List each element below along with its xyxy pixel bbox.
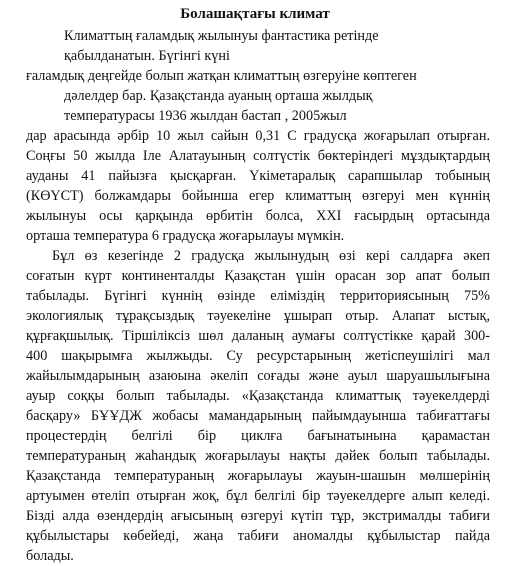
text-line: температурасы 1936 жылдан бастап , 2005жыл [64, 108, 347, 124]
text-line: Климаттың ғаламдық жылынуы фантастика ретінде [64, 28, 379, 44]
text-line: қабылданатын. Бүгінгі күні [64, 48, 230, 64]
text-line: жайылымдарының азаюына әкеліп соғады және ауыл шаруашылығына [26, 368, 490, 384]
text-line: Соңғы 50 жылда Іле Алатауының солтүстік бөктеріндегі мұздықтардың [26, 148, 490, 164]
text-line: процестердің белгілі бір циклға бағынатынына қарамастан [26, 428, 490, 444]
text-line: ауыр соққы болып табылады. «Қазақстанда климаттық тәуекелдерді [26, 388, 490, 404]
text-line: соғатын күрт континенталды Қазақстан үшін орасан зор апат болып [26, 268, 490, 284]
text-line: температураның жаһандық жоғарылауы нақты дәйек болып табылады. [26, 448, 490, 464]
text-line: экологиялық тұрақсыздық тәуекеліне ұшырап отыр. Алапат ыстық, [26, 308, 490, 324]
text-line: болады. [26, 548, 74, 564]
text-line: ғаламдық деңгейде болып жатқан климаттың өзгеруіне көптеген [26, 68, 417, 84]
text-line: дәлелдер бар. Қазақстанда ауаның орташа жылдық [64, 88, 373, 104]
text-line: дар арасында әрбір 10 жыл сайын 0,31 С градусқа жоғарылап отырған. [26, 128, 490, 144]
text-line: 400 шақырымға жылжыды. Су ресурстарының жетіспеушілігі мал [26, 348, 490, 364]
text-line: ауданы 41 пайызға қысқарған. Үкіметаралық сарапшылар тобының [26, 168, 490, 184]
text-line: (КӨҮСТ) болжамдары бойынша егер климаттың өзгеруі мен күннің [26, 188, 490, 204]
text-line: басқару» БҰҰДЖ жобасы мамандарының пайымдауынша табиғаттағы [26, 408, 490, 424]
document-title: Болашақтағы климат [180, 6, 330, 22]
text-line: орташа температура 6 градусқа жоғарылауы мүмкін. [26, 228, 345, 244]
text-line: жылынуы осы қарқында өрбитін болса, XXI ғасырдың ортасында [26, 208, 490, 224]
text-line: Қазақстанда температураның жоғарылауы жауын-шашын мөлшерінің [26, 468, 490, 484]
text-line: құрғақшылық. Тіршіліксіз шөл даланың аумағы солтүстікке қарай 300- [26, 328, 490, 344]
text-line: Бізді алда өзендердің ағысының өзгеруі күтіп тұр, экстрималды табиғи [26, 508, 490, 524]
text-line: артуымен өтеліп отырған жоқ, бұл белгілі бір тәуекелдерге алып келеді. [26, 488, 490, 504]
text-line: құбылыстары көбейеді, жаңа табиғи аномалды құбылыстар пайда [26, 528, 490, 544]
text-line: табылады. Бүгінгі күннің өзінде еліміздің территориясының 75% [26, 288, 490, 304]
text-line: Бұл өз кезегінде 2 градусқа жылынудың өзі кері салдарға әкеп [52, 248, 490, 264]
